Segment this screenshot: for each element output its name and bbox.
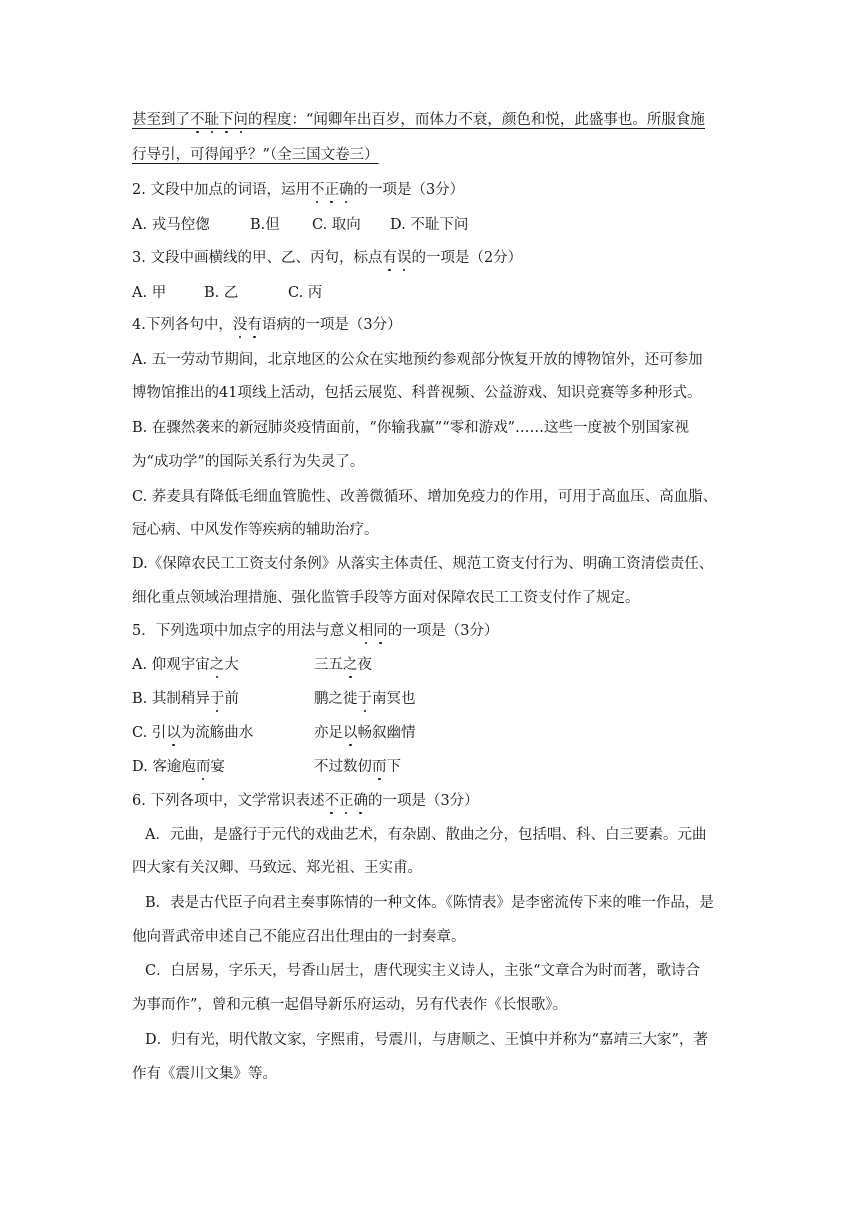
question-6-option-d-line-1: D．归有光，明代散文家，字熙甫，号震川，与唐顺之、王慎中并称为“嘉靖三大家”，著 [145, 1032, 708, 1048]
passage-line-1-pre: 甚至到了 [132, 112, 190, 128]
question-4-stem [132, 315, 732, 335]
stem-text: 的一项是（3分） [367, 793, 479, 809]
dotted-char: 问 [233, 112, 248, 128]
stem-text: 6. 下列各项中，文学常识表述 [132, 793, 325, 809]
question-6-option-b-line-1: B．表是古代臣子向君主奏事陈情的一种文体。《陈情表》是李密流传下来的唯一作品，是 [145, 895, 714, 911]
question-4-option-d-line-1: D.《保障农民工工资支付条例》从落实主体责任、规范工资支付行为、明确工资清偿责任、 [132, 556, 714, 572]
passage-line-2-text: 行导引，可得闻乎？”（全三国文卷三） [132, 147, 379, 163]
question-3-stem [132, 248, 732, 268]
dotted-char: 确 [353, 793, 368, 809]
option-left-text: D. 客逾庖 [132, 759, 196, 775]
dotted-char: 耻 [204, 112, 219, 128]
dotted-char: 下 [219, 112, 234, 128]
dotted-char: 同 [373, 623, 388, 639]
dotted-char: 相 [358, 623, 374, 639]
option-b: B. 乙 [204, 285, 239, 301]
option-c: C. 丙 [288, 285, 323, 301]
option-d: D. 不耻下问 [390, 217, 469, 233]
dotted-char: 确 [338, 182, 354, 198]
option-right-text: 畅叙幽情 [357, 725, 416, 741]
question-6-option-d-line-2: 作有《震川文集》等。 [132, 1066, 277, 1082]
question-2-stem [132, 180, 732, 200]
dotted-char: 有 [382, 250, 397, 266]
stem-text: 的一项是（3分） [387, 623, 499, 639]
question-6-option-c-line-1: C．白居易，字乐天，号香山居士，唐代现实主义诗人，主张“文章合为时而著，歌诗合 [145, 963, 701, 979]
option-right-text: 下 [386, 759, 401, 775]
option-left-text: 前 [224, 691, 239, 707]
question-5-option-a [132, 655, 732, 675]
question-5-option-c [132, 723, 732, 743]
question-5-stem [132, 621, 732, 641]
dotted-char: 不 [324, 793, 339, 809]
option-left-text: 大 [224, 657, 239, 673]
stem-text: 语病的一项是（3分） [261, 317, 402, 333]
dotted-char: 误 [396, 250, 412, 266]
option-right-text: 三五 [314, 657, 343, 673]
question-4-option-c-line-1: C. 荞麦具有降低毛细血管脆性、改善微循环、增加免疫力的作用，可用于高血压、高血脂、 [132, 489, 718, 505]
option-a: A. 甲 [132, 285, 167, 301]
stem-text: 的一项是（2分） [411, 250, 523, 266]
question-6-option-a-line-2: 四大家有关汉卿、马致远、郑光祖、王实甫。 [132, 860, 422, 876]
question-4-option-d-line-2: 细化重点领域治理措施、强化监管手段等方面对保障农民工工资支付作了规定。 [132, 590, 640, 606]
dotted-char: 以 [343, 725, 358, 741]
option-right-text: 夜 [357, 657, 372, 673]
question-4-option-c-line-2: 冠心病、中风发作等疾病的辅助治疗。 [132, 522, 379, 538]
dotted-char: 正 [338, 793, 354, 809]
question-2-options [132, 215, 732, 235]
option-right-text: 南冥也 [372, 691, 416, 707]
stem-text: 2. 文段中加点的词语，运用 [132, 182, 310, 198]
question-3-options [132, 283, 732, 303]
question-5-option-d [132, 757, 732, 777]
dotted-char: 以 [166, 725, 181, 741]
option-left-text: B. 其制稍异 [132, 691, 210, 707]
option-right-text: 鹏之徙 [314, 691, 358, 707]
option-b: B.但 [250, 217, 280, 233]
option-a: A. 戎马倥偬 [132, 217, 210, 233]
stem-text: 的一项是（3分） [353, 182, 465, 198]
dotted-char: 于 [209, 691, 225, 707]
dotted-char: 不 [309, 182, 325, 198]
option-right-text: 亦足 [314, 725, 343, 741]
question-4-option-a-line-1: A. 五一劳动节期间，北京地区的公众在实地预约参观部分恢复开放的博物馆外，还可参加 [132, 352, 703, 368]
passage-line-1-post: 的程度：“闻卿年出百岁，而体力不衰，颜色和悦，此盛事也。所服食施 [248, 112, 705, 128]
option-left-text: A. 仰观宇宙 [132, 657, 210, 673]
option-right-text: 不过数仞 [314, 759, 372, 775]
passage-line-1 [132, 110, 732, 130]
option-left-text: 宴 [210, 759, 225, 775]
dotted-char: 于 [357, 691, 372, 707]
stem-text: 5．下列选项中加点字的用法与意义 [132, 623, 359, 639]
question-5-option-b [132, 689, 732, 709]
dotted-char: 之 [209, 657, 225, 673]
passage-line-2 [132, 145, 732, 165]
stem-text: 4.下列各句中， [132, 317, 233, 333]
question-4-option-a-line-2: 博物馆推出的41项线上活动，包括云展览、科普视频、公益游戏、知识竞赛等多种形式。 [132, 385, 702, 401]
dotted-char: 正 [324, 182, 339, 198]
dotted-char: 没 [232, 317, 248, 333]
question-6-option-c-line-2: 为事而作”，曾和元稹一起倡导新乐府运动，另有代表作《长恨歌》。 [132, 997, 568, 1013]
dotted-char: 有 [247, 317, 262, 333]
option-left-text: 为流觞曲水 [180, 725, 254, 741]
dotted-char: 之 [343, 657, 358, 673]
dotted-char: 而 [372, 759, 387, 775]
option-left-text: C. 引 [132, 725, 167, 741]
question-6-stem [132, 791, 732, 811]
question-4-option-b-line-2: 为“成功学”的国际关系行为失灵了。 [132, 454, 365, 470]
question-6-option-a-line-1: A．元曲，是盛行于元代的戏曲艺术，有杂剧、散曲之分，包括唱、科、白三要素。元曲 [145, 827, 707, 843]
question-4-option-b-line-1: B. 在骤然袭来的新冠肺炎疫情面前，“你输我赢”“零和游戏”……这些一度被个别国家视 [132, 420, 690, 436]
question-6-option-b-line-2: 他向晋武帝申述自己不能应召出仕理由的一封奏章。 [132, 929, 466, 945]
option-c: C. 取向 [312, 217, 361, 233]
dotted-char: 而 [195, 759, 211, 775]
stem-text: 3. 文段中画横线的甲、乙、丙句，标点 [132, 250, 383, 266]
dotted-char: 不 [190, 112, 205, 128]
